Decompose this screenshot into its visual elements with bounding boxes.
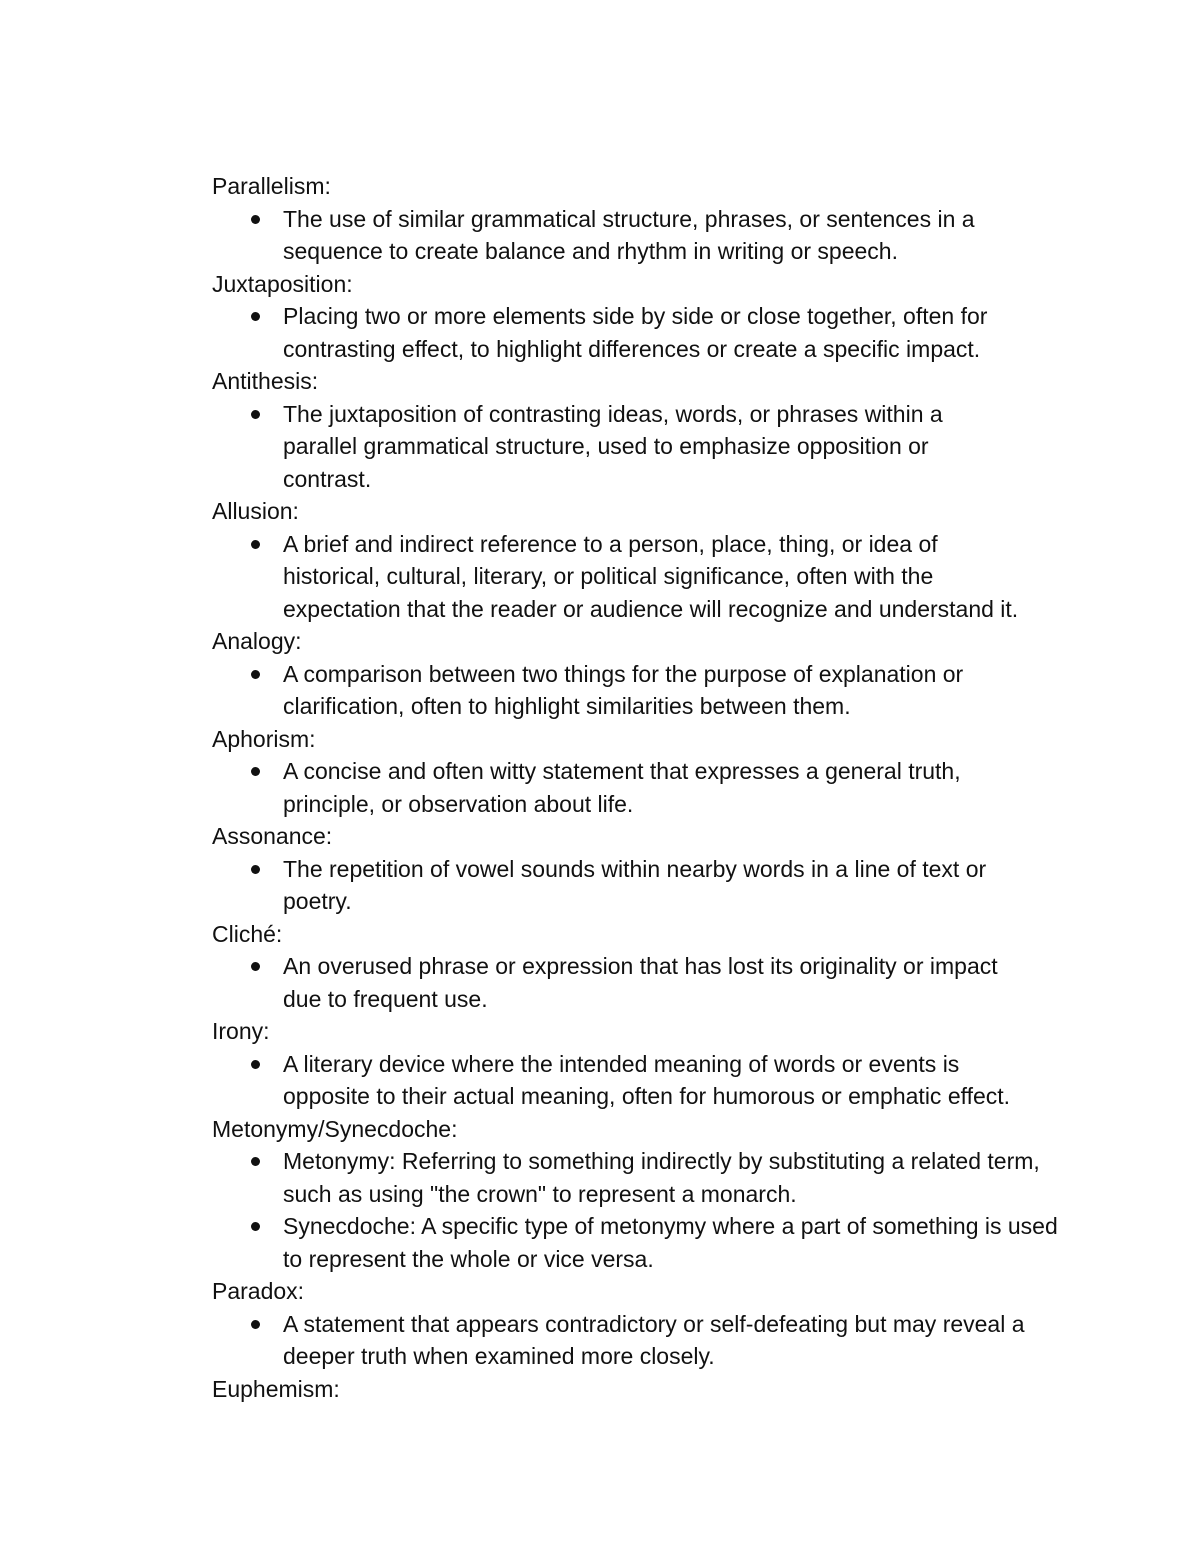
- definition-item: [283, 528, 1025, 626]
- term-heading: Paradox:: [212, 1278, 305, 1304]
- definition-item: [283, 755, 995, 820]
- definition-item: [283, 1308, 1072, 1373]
- definition-item: [283, 950, 1023, 1015]
- definition-item: [283, 398, 1023, 496]
- definition-list: [212, 1308, 1072, 1373]
- definition-list: [212, 528, 1072, 626]
- definition-item: [283, 1145, 1072, 1210]
- bullet-icon: [251, 1222, 260, 1231]
- bullet-icon: [251, 1320, 260, 1329]
- bullet-icon: [251, 1157, 260, 1166]
- definition-list: [212, 853, 1072, 918]
- term-heading: Analogy:: [212, 628, 302, 654]
- bullet-icon: [251, 312, 260, 321]
- term-heading: Assonance:: [212, 823, 333, 849]
- definition-text: An overused phrase or expression that has lost its originality or impact due to frequent use.: [283, 953, 998, 1012]
- bullet-icon: [251, 670, 260, 679]
- definition-list: [212, 1048, 1072, 1113]
- bullet-icon: [251, 865, 260, 874]
- bullet-icon: [251, 1060, 260, 1069]
- bullet-icon: [251, 540, 260, 549]
- definition-text: The juxtaposition of contrasting ideas, words, or phrases within a parallel grammatical structure, used to emphasize opposition or contrast.: [283, 400, 943, 492]
- definition-text: A literary device where the intended meaning of words or events is opposite to their actual meaning, often for humorous or emphatic effect.: [283, 1050, 1011, 1109]
- term-heading: Metonymy/Synecdoche:: [212, 1115, 458, 1142]
- definition-list: [212, 658, 1072, 723]
- definition-list: [212, 950, 1072, 1015]
- bullet-icon: [251, 410, 260, 419]
- definition-list: [212, 203, 1072, 268]
- term-heading: Cliché:: [212, 920, 283, 947]
- definition-text: The repetition of vowel sounds within nearby words in a line of text or poetry.: [283, 855, 987, 914]
- definition-list: [212, 1145, 1072, 1275]
- document-body: [212, 170, 1072, 1405]
- definition-text: A brief and indirect reference to a person, place, thing, or idea of historical, cultural, literary, or political significance, often with the expectation that the reader or audience will recognize and understand it.: [283, 530, 1019, 622]
- term-heading: Irony:: [212, 1018, 270, 1044]
- term-heading: Aphorism:: [212, 725, 316, 752]
- bullet-icon: [251, 962, 260, 971]
- definition-item: [283, 658, 1072, 723]
- term-heading: Euphemism:: [212, 1375, 340, 1402]
- definition-list: [212, 755, 1072, 820]
- bullet-icon: [251, 767, 260, 776]
- definition-text: The use of similar grammatical structure, phrases, or sentences in a sequence to create balance and rhythm in writing or speech.: [283, 205, 975, 264]
- definition-item: [283, 853, 1018, 918]
- definition-text: A comparison between two things for the purpose of explanation or clarification, often to highlight similarities between them.: [283, 660, 964, 719]
- definition-list: [212, 398, 1072, 496]
- bullet-icon: [251, 215, 260, 224]
- definition-text: A statement that appears contradictory or self-defeating but may reveal a deeper truth when examined more closely.: [283, 1310, 1025, 1369]
- definition-item: [283, 1210, 1072, 1275]
- definition-text: Placing two or more elements side by side or close together, often for contrasting effect, to highlight differences or create a specific impact.: [283, 303, 988, 362]
- definition-item: [283, 300, 1072, 365]
- definition-text: Synecdoche: A specific type of metonymy where a part of something is used to represent the whole or vice versa.: [283, 1213, 1058, 1272]
- term-heading: Parallelism:: [212, 173, 331, 199]
- definition-list: [212, 300, 1072, 365]
- term-heading: Juxtaposition:: [212, 270, 353, 297]
- definition-item: [283, 203, 1072, 268]
- definition-text: Metonymy: Referring to something indirectly by substituting a related term, such as using "the crown" to represent a monarch.: [283, 1148, 1040, 1207]
- definition-item: [283, 1048, 1043, 1113]
- definition-text: A concise and often witty statement that expresses a general truth, principle, or observation about life.: [283, 758, 961, 817]
- term-heading: Allusion:: [212, 498, 299, 524]
- term-heading: Antithesis:: [212, 368, 319, 394]
